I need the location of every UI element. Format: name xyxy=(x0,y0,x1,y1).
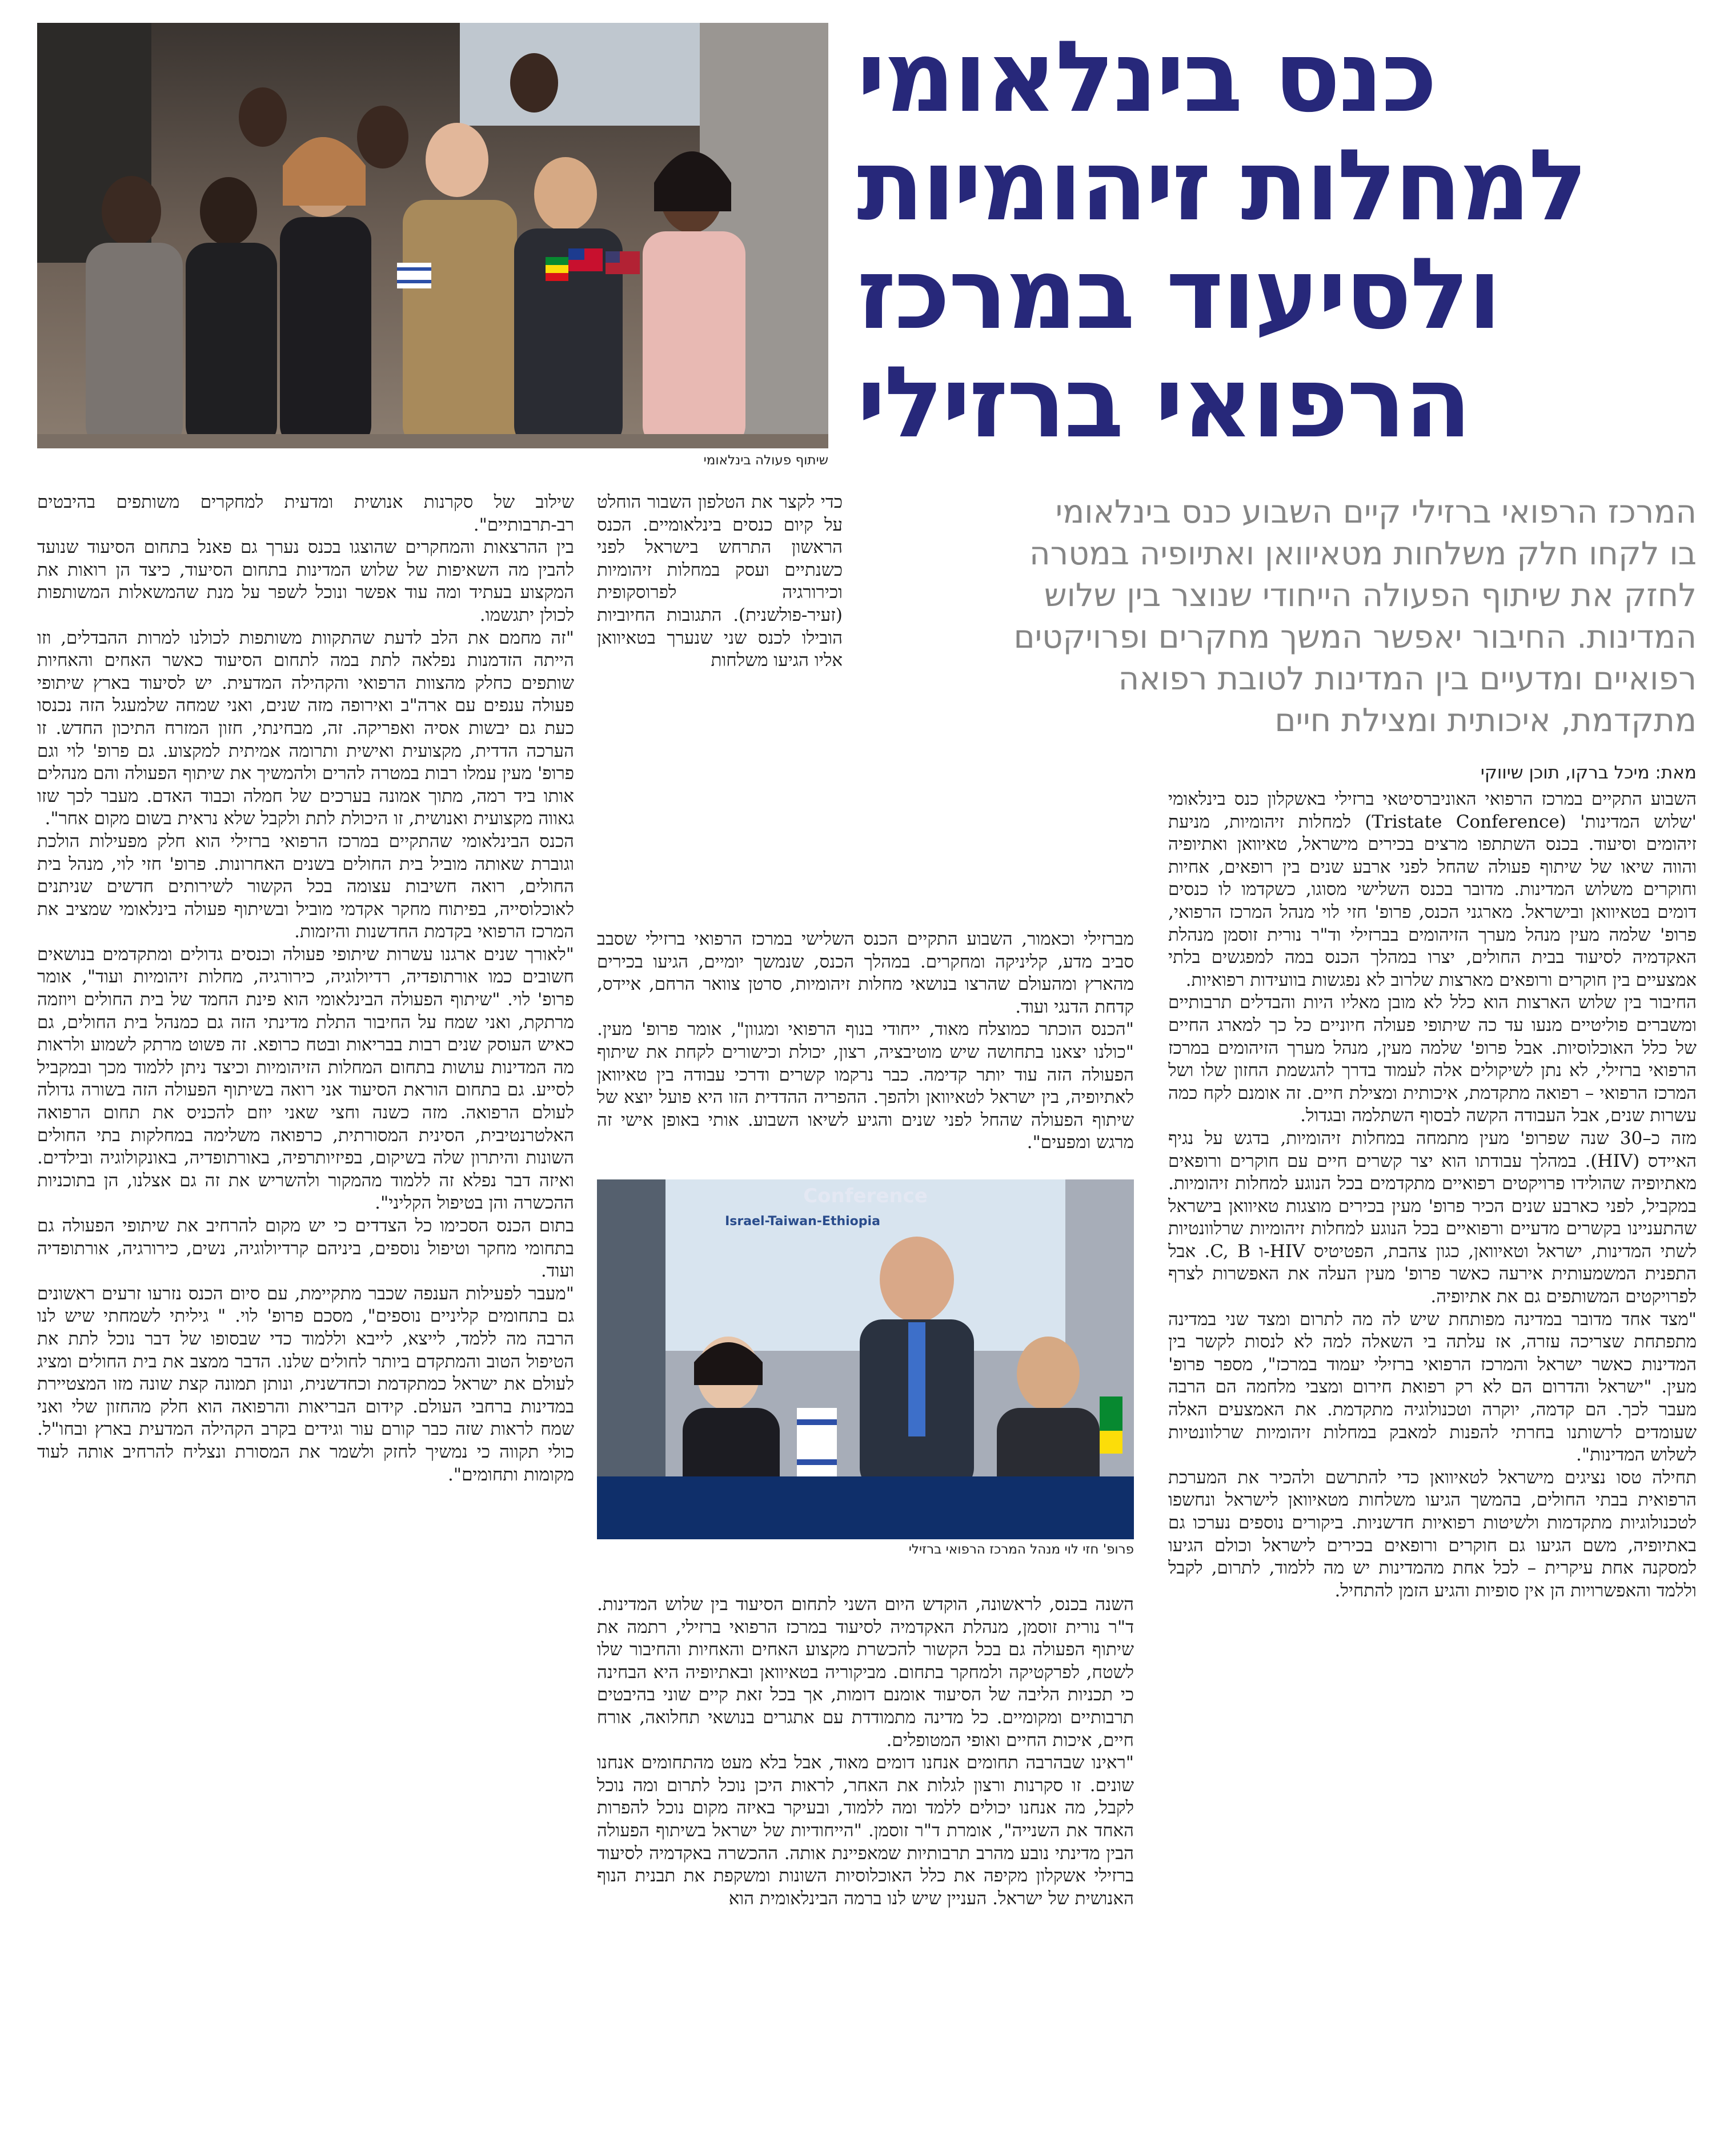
headline-line-4: הרפואי ברזילי xyxy=(857,345,1470,460)
paragraph: השבוע התקיים במרכז הרפואי האוניברסיטאי ברזילי באשקלון כנס בינלאומי 'שלוש המדינות' (Tristate Conference) למחלות זיהומיות, מניעת זיהומים וסיעוד. בכנס השתתפו מרצים בכירים מישראל, טאיוואן ואתיופיה והווה שיאו של שיתוף פעולה שהחל לפני ארבע שנים בין רופאים, אחיות וחוקרים משלוש המדינות. מדובר בכנס השלישי מסוגו, כשקדמו לו כנסים דומים בטאיוואן ובישראל. מארגני הכנס, פרופ' חזי לוי מנהל המרכז הרפואי, פרופ' שלמה מעין מנהל מערך הזיהומים בברזילי וד"ר נורית זוסמן מנהלת האקדמיה לסיעוד בבית החולים, יצרו במהלך הכנס במה למפגשים בלתי אמצעיים בין חוקרים ורופאים מארצות שלרוב לא נפגשות בוועידות רפואיות. xyxy=(1168,789,1697,990)
paragraph: מזה כ–30 שנה שפרופ' מעין מתמחה במחלות זיהומיות, בדגש על נגיף האיידס (HIV). במהלך עבודתו הוא יצר קשרים חיים עם חוקרים ורופאים מאתיופיה שהולידו פרויקטים רפואיים מתקדמים בכל הנוגע למחלות זיהומיות. במקביל, לפני כארבע שנים הכיר פרופ' מעין בכירים מוצגות טאיוואן בישראל שהתעניינו בקשרים מדעיים ורפואיים בכל הנוגע למחלות זיהומיות שרלוונטיות לשתי המדינות, ישראל וטאיוואן, כגון צהבת, הפטיטיס HIV-ו C, B. אבל התפנית המשמעותית אירעה כאשר פרופ' מעין העלה את האפשרות לצרף לפרויקטים המשותפים גם את אתיופיה. xyxy=(1168,1127,1697,1307)
group-photo xyxy=(37,23,828,448)
subhead-line: רפואיים ומדעיים בין המדינות לטובת רפואה xyxy=(1118,660,1697,697)
paragraph: בין ההרצאות והמחקרים שהוצגו בכנס נערך גם פאנל בתחום הסיעוד שנועד להבין מה השאיפות של שלוש המדינות בתחום הסיעוד, כיצד הן רואות את המקצוע בעתיד ומה עוד אפשר ונוכל לשפר על מנת שהמשאלות המשותפות לכולן יתגשמו. xyxy=(37,537,574,625)
mid-photo-caption: פרופ' חזי לוי מנהל המרכז הרפואי ברזילי xyxy=(908,1542,1134,1557)
article-column-left xyxy=(37,491,574,2130)
paragraph: בתום הכנס הסכימו כל הצדדים כי יש מקום להרחיב את שיתופי הפעולה גם בתחומי מחקר וטיפול נוספים, ביניהם קרדיולוגיה, נשים, כירורגיה, אורתופדיה ועוד. xyxy=(37,1215,574,1282)
subhead-line: המרכז הרפואי ברזילי קיים השבוע כנס בינלאומי xyxy=(1055,493,1697,531)
article-column-middle-top xyxy=(597,491,843,937)
subheadline xyxy=(854,491,1697,741)
slide-subtitle: Israel-Taiwan-Ethiopia xyxy=(725,1214,880,1229)
slide-title: Conference xyxy=(803,1185,928,1207)
headline-line-3: ולסיעוד במרכז xyxy=(857,236,1500,351)
paragraph: תחילה טסו נציגים מישראל לטאיוואן כדי להתרשם ולהכיר את המערכת הרפואית בבתי החולים, בהמשך הגיעו משלחות מטאיוואן לישראל ונחשפו לטכנולוגיות מתקדמות ולשיטות רפואיות חדשניות. ביקורים נוספים נערכו גם באתיופיה, משם הגיעו גם חוקרים ורופאים בכירים לישראל וכולם הגיעו למסקנה אחת עיקרית – לכל אחת מהמדינות יש מה ללמוד, לתרום, לקבל וללמד והאפשרויות הן אין סופיות והגיע הזמן להתחיל. xyxy=(1168,1467,1697,1601)
paragraph: החיבור בין שלוש הארצות הוא כלל לא מובן מאליו היות והבדלים תרבותיים ומשברים פוליטיים מנעו עד כה שיתופי פעולה חיוניים כל כך למארג החיים של כלל האוכלוסיות. אבל פרופ' שלמה מעין, מנהל מערך הזיהומים במרכז הרפואי ברזילי, לא נתן לשיקולים אלה לעמוד בדרך להגשמת החזון שלו ושל המרכז הרפואי – רפואה מתקדמת, איכותית ומצילת חיים. זה אומנם לקח כמה עשרות שנים, אבל העבודה הקשה לבסוף השתלמה ובגדול. xyxy=(1168,992,1697,1126)
paragraph: "הכנס הוכתר כמוצלח מאוד, ייחודי בנוף הרפואי ומגוון", אומר פרופ' מעין. "כולנו יצאנו בתחושה שיש מוטיבציה, רצון, יכולת וכישורים לקחת את שיתוף הפעולה הזה עוד יותר קדימה. כבר נרקמו קשרים ודרכי עבודה בין טאיוואן לאתיופיה, בין ישראל לטאיוואן ולהפך. ההפריה ההדדית הזו היא פועל יוצא של שיתוף הפעולה שהחל לפני שנים והגיע לשיאו השבוע. אותי באופן אישי זה מרגש ומפעים". xyxy=(597,1019,1134,1153)
speaker-photo xyxy=(597,1179,1134,1539)
paragraph: השנה בכנס, לראשונה, הוקדש היום השני לתחום הסיעוד בין שלוש המדינות. ד"ר נורית זוסמן, מנהלת האקדמיה לסיעוד במרכז הרפואי ברזילי, רתמה את שיתוף הפעולה גם בכל הקשור להכשרת מקצוע האחים והאחיות והחיבור שלו לשטח, לפרקטיקה ולמחקר בתחום. מביקוריה בטאיוואן ובאתיופיה היא הבחינה כי תכניות הליבה של הסיעוד אומנם דומות, אך בכל זאת קיים שוני בהיבטים תרבותיים ומקומיים. כל מדינה מתמודדת עם אתגרים בנושאי תחלואה, אורח חיים, איכות החיים ואופי המטופלים. xyxy=(597,1594,1134,1751)
subhead-line: לחזק את שיתוף הפעולה הייחודי שנוצר בין שלוש xyxy=(1044,577,1697,614)
article-column-middle-wide xyxy=(597,928,1134,1179)
headline xyxy=(857,19,1697,474)
byline: מאת: מיכל ברקו, תוכן שיווקי xyxy=(1480,763,1697,783)
article-column-middle-bottom xyxy=(597,1594,1134,2130)
paragraph: "לאורך שנים ארגנו עשרות שיתופי פעולה וכנסים גדולים ומתקדמים בנושאים חשובים כמו אורתופדיה, רדיולוגיה, כירורגיה, מחלות זיהומיות ועוד", אומר פרופ' לוי. "שיתוף הפעולה הבינלאומי הוא פינת החמד של בית החולים ויוזמה מרתקת, ואני שמח על החיבור התלת מדינתי הזה גם כמנהל בית החולים, גם כאיש העוסק שנים רבות בבריאות ובטח כרופא. זה פשוט מרתק לשמוע ולראות מה המדינות עושות בתחום המחלות הזיהומיות וכיצד ניתן ללמוד מכך ובמקביל לסייע. גם בתחום הוראת הסיעוד אני רואה בשיתוף הפעולה הזה בשורה גדולה לעולם הרפואה. מזה כשנה וחצי שאני יוזם להכניס את תחום הרפואה האלטרנטיבית, הסינית המסורתית, כרפואה משלימה במחלקות בתי החולים השונות והיתרון שלה בשיקום, בפיזיותרפיה, באורתופדיה, באונקולוגיה ובילדים. ואיזה דבר נפלא זה ללמוד מהמקור ולהשריש את זה גם אצלנו, הן בתוכניות ההכשרה והן בטיפול הקליני". xyxy=(37,944,574,1214)
subhead-line: מתקדמת, איכותית ומצילת חיים xyxy=(1274,702,1697,739)
subhead-line: בו לקחו חלק משלחות מטאיוואן ואתיופיה במטרה xyxy=(1029,535,1697,572)
paragraph: "ראינו שבהרבה תחומים אנחנו דומים מאוד, אבל בלא מעט מהתחומים אנחנו שונים. זו סקרנות ורצון לגלות את האחר, לראות היכן נוכל לתרום ומה נוכל לקבל, מה אנחנו יכולים ללמד ומה ללמוד, ובעיקר באיזה מקום נוכל להפרות האחד את השנייה", אומרת ד"ר זוסמן. "הייחודיות של ישראל בשיתוף הפעולה הבין מדינתי נובע מהרב תרבותיות שמאפיינת אותה. ההכשרה באקדמיה לסיעוד ברזילי אשקלון מקיפה את כלל האוכלוסיות השונות ומשקפת את תבנית הנוף האנושית של ישראל. העניין שיש לנו ברמה הבינלאומית הוא xyxy=(597,1752,1134,1909)
projection-screen xyxy=(460,23,700,126)
headline-line-2: למחלות זיהומיות xyxy=(857,128,1586,243)
article-column-right xyxy=(1168,788,1697,2130)
subhead-line: המדינות. החיבור יאפשר המשך מחקרים ופרויקטים xyxy=(1013,619,1697,656)
speaker-photo-illustration xyxy=(597,1179,1134,1539)
paragraph: מברזילי וכאמור, השבוע התקיים הכנס השלישי במרכז הרפואי ברזילי שסבב סביב מדע, קליניקה ומחקרים. במהלך הכנס, שנמשך יומיים, הגיעו בכירים מהארץ ומהעולם שהרצו בנושאי מחלות זיהומיות, סרטן צוואר הרחם, איידס, קדחת הדנגי ועוד. xyxy=(597,929,1134,1017)
paragraph: "מצד אחד מדובר במדינה מפותחת שיש לה מה לתרום ומצד שני במדינה מתפתחת שצריכה עזרה, אז עלתה בי השאלה למה לא לנסות לקשר בין המדינות כאשר ישראל והמרכז הרפואי ברזילי יעמוד במרכז", מספר פרופ' מעין. "ישראל והדרום הם לא רק רפואת חירום ומצבי מלחמה הם הרבה מעבר לכך. הם קדמה, יוקרה וטכנולוגיה מתקדמת. את האמצעים האלה שעומדים לרשותנו בחרתי להפנות למאבק במחלות זיהומיות שרלוונטיות לשלוש המדינות". xyxy=(1168,1309,1697,1466)
group-photo-illustration xyxy=(37,23,828,448)
paragraph: כדי לקצר את הטלפון השבור הוחלט על קיום כנסים בינלאומיים. הכנס הראשון התרחש בישראל לפני כשנתיים ועסק במחלות זיהומיות וכירורגיה לפרוסקופית (זעיר-פולשנית). התגובות החיוביות הובילו לכנס שני שנערך בטאיוואן אליו הגיעו משלחות xyxy=(597,492,843,671)
paragraph: "זה מחמם את הלב לדעת שהתקוות משותפות לכולנו למרות ההבדלים, וזו הייתה הזדמנות נפלאה לתת במה לתחום הסיעוד כאשר האחים והאחיות שותפים כחלק מהצוות הרפואי והקהילה המדעית. יש לסיעוד בארץ שיתופי פעולה ענפים עם ארה"ב ואירופה מזה שנים, ואני שמחה שלמעגל הזה נכנסו כעת גם יבשות אסיה ואפריקה. זה, מבחינתי, חזון המזרח התיכון החדש. זו הערכה הדדית, מקצועית ואישית ותרומה אמיתית למקצוע. גם פרופ' לוי וגם פרופ' מעין עמלו רבות במטרה להרים ולהמשיך את שיתוף הפעולה והם מנהלים אותו ביד רמה, מתוך אמונה בערכים של חמלה וכבוד האדם. מעבר לכך שזו גאווה מקצועית ואנושית, זו היכולת לתת ולקבל שלא נראית בשום מקום אחר". xyxy=(37,627,574,829)
paragraph: "מעבר לפעילות הענפה שכבר מתקיימת, עם סיום הכנס נזרעו זרעים ראשונים גם בתחומים קליניים נוספים", מסכם פרופ' לוי. " גיליתי לשמחתי שיש לנו הרבה מה ללמד, לייצא, לייבא וללמוד כדי שבסופו של דבר נוכל לתת את הטיפול הטוב והמתקדם ביותר לחולים שלנו. הדבר ממצב את בית החולים ומציג לעולם את ישראל כמתקדמת וכחדשנית, ונותן תמונה קצת שונה מזו המצטיירת במדינות ברחבי העולם. קידום הבריאות והרפואה הוא חלק מהחזון שלי ואני שמח לראות שזה כבר קורם עור וגידים בקרב הקהילה המדעית בארץ ובחו"ל. כולי תקווה כי נמשיך לחזק ולשמר את המסורת ונצליח להרחיב אותה לעוד מקומות ותחומים". xyxy=(37,1283,574,1485)
paragraph: שילוב של סקרנות אנושית ומדעית למחקרים משותפים בהיבטים רב-תרבותיים". xyxy=(37,492,574,535)
headline-line-1: כנס בינלאומי xyxy=(857,19,1436,134)
paragraph: הכנס הבינלאומי שהתקיים במרכז הרפואי ברזילי הוא חלק מפעילות הולכת וגוברת שאותה מוביל בית החולים בשנים האחרונות. פרופ' חזי לוי, מנהל בית החולים, רואה חשיבות עצומה בכל הקשור לשירותים חדשים שניתנים לאוכלוסייה, בפיתוח מחקר אקדמי מוביל ובשיתוף פעולה בינלאומי שמציב את המרכז הרפואי בקדמת החדשנות והיזמות. xyxy=(37,830,574,942)
table-cloth xyxy=(597,1476,1134,1539)
top-photo-caption: שיתוף פעולה בינלאומי xyxy=(703,453,828,468)
